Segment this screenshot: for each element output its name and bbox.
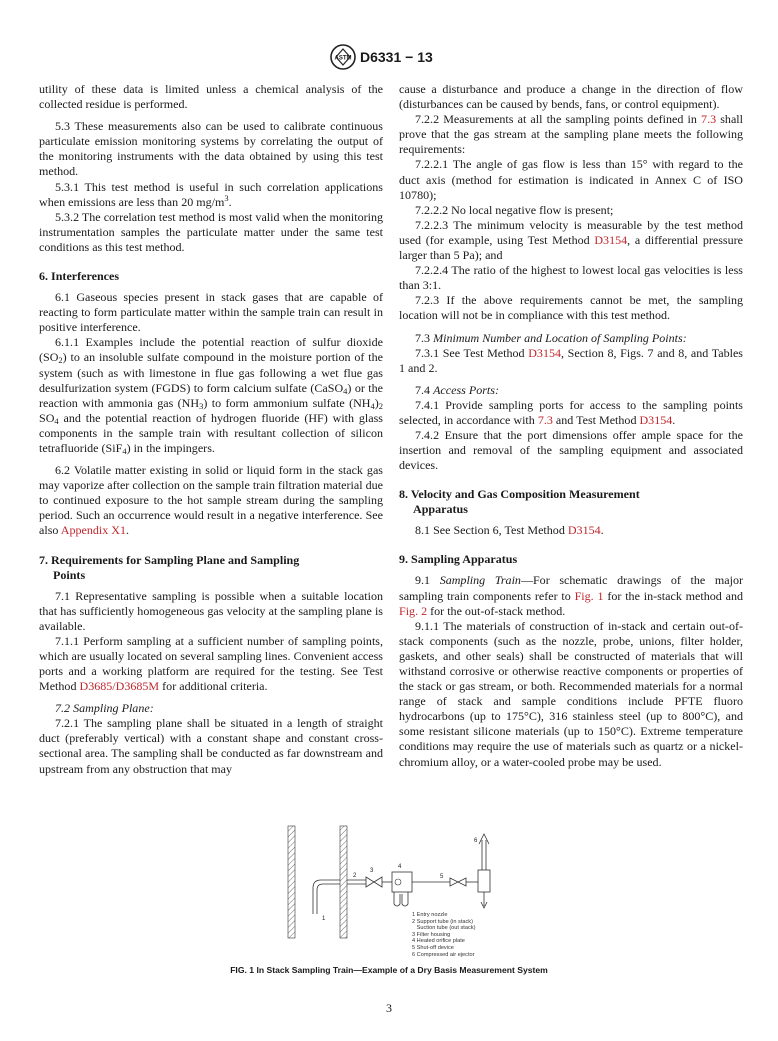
d3154-link[interactable]: D3154 — [567, 523, 601, 538]
paragraph-7-2-2-2: 7.2.2.2 No local negative flow is present; — [415, 202, 614, 217]
section-7-3-link[interactable]: 7.3 — [537, 412, 553, 427]
stack-wall-right — [340, 826, 347, 938]
paragraph-7-1-1: 7.1.1 Perform sampling at a sufficient number of sampling points, which are usually located on several sampling lines. Convenient access ports and a working platform are required for the testing. See Test Method D3685/D3685M for additional criteria. — [39, 633, 383, 694]
d3154-link[interactable]: D3154 — [639, 412, 673, 427]
sampling-train-figure — [280, 822, 520, 967]
fig-2-link[interactable]: Fig. 2 — [399, 603, 428, 618]
figure-label: 6 — [474, 838, 478, 844]
page-header — [0, 26, 778, 65]
d3685-link[interactable]: D3685/D3685M — [79, 679, 160, 694]
paragraph-7-2-1: 7.2.1 The sampling plane shall be situated in a length of straight duct (preferably vertical) with a constant shape and constant cross-sectional area. The sampling shall be conducted as far downstream and upstream from any obstruction that may — [39, 716, 383, 776]
legend-item: 3 Filter housing — [412, 931, 451, 938]
figure-caption: FIG. 1 In Stack Sampling Train—Example of a Dry Basis Measurement System — [230, 965, 548, 975]
figure-label: 5 — [440, 874, 444, 880]
paragraph-7-2-2-4: 7.2.2.4 The ratio of the highest to lowest local gas velocities is less than 3:1. — [399, 263, 743, 293]
page-number: 3 — [386, 1001, 392, 1015]
shut-off-device — [450, 878, 466, 886]
legend-item: 5 Shut-off device — [412, 944, 454, 951]
legend-item: Suction tube (out stack) — [412, 925, 476, 932]
left-column — [39, 82, 383, 777]
paragraph-7-1: 7.1 Representative sampling is possible when a suitable location that has sufficiently homogeneous gas velocity at the sampling plane is available. — [39, 588, 383, 633]
paragraph-7-2-2-1: 7.2.2.1 The angle of gas flow is less than 15° with regard to the duct axis (method for estimation is indicated in Annex C of ISO 10780); — [399, 157, 743, 202]
paragraph-6-1-1: 6.1.1 Examples include the potential reaction of sulfur dioxide $(SO_2)$ to an insoluble sulfate compound in the moisture portion of the system (such as with limestone in flue gas following a wet flue gas desulfurization system (FGDS) to form calcium sulfate (CaSO$_4$) or the reaction with ammonia gas $(NH_3)$ to form ammonium sulfate $(NH_4)_2$ $SO_4$ and the potential reaction of hydrogen fluoride (HF) with glass components in the sample train with resultant collection of silicon tetrafluoride (SiF$_4$) in the impingers. — [39, 335, 383, 456]
paragraph-5-3-2: 5.3.2 The correlation test method is most valid when the monitoring instrumentation samples the particulate matter under the same test conditions as this test method. — [39, 209, 383, 254]
paragraph-7-2: 7.2 Sampling Plane: — [55, 701, 154, 716]
paragraph-7-2-2-3: 7.2.2.3 The minimum velocity is measurable by the test method used (for example, using Test Method D3154, a differential pressure larger than 5 Pa); and — [399, 217, 743, 263]
paragraph-7-3: 7.3 Minimum Number and Location of Sampling Points: — [415, 330, 687, 345]
svg-text:ASTM: ASTM — [334, 55, 352, 62]
section-heading-9: 9. Sampling Apparatus — [399, 552, 518, 567]
right-column — [399, 82, 743, 770]
paragraph-9-1: 9.1 Sampling Train—For schematic drawings of the major sampling train components refer to Fig. 1 for the in-stack method and Fig. 2 for the out-of-stack method. — [399, 573, 743, 618]
d3154-link[interactable]: D3154 — [594, 232, 628, 247]
paragraph-6-2: 6.2 Volatile matter existing in solid or liquid form in the stack gas may vaporize after collection on the sample train filtration material due to continued exposure to the hot sample stream during the sampling period. Such an occurrence would result in a negative interference. See also Appendix X1. — [39, 463, 383, 538]
figure-label: 2 — [353, 873, 357, 879]
figure-legend — [412, 912, 475, 958]
paragraph: cause a disturbance and produce a change in the direction of flow (disturbances can be caused by bends, fans, or control equipment). — [399, 82, 743, 112]
filter-housing — [366, 877, 382, 887]
paragraph-6-1: 6.1 Gaseous species present in stack gases that are capable of reacting to form particulate matter within the sample train can result in positive interference. — [39, 290, 383, 335]
paragraph-5-3: 5.3 These measurements also can be used to calibrate continuous particulate emission monitoring systems by correlating the output of the monitoring instruments with the data obtained by using this test method. — [39, 119, 383, 179]
stack-wall-left — [288, 826, 295, 938]
paragraph-7-4: 7.4 Access Ports: — [415, 382, 499, 397]
paragraph-7-4-2: 7.4.2 Ensure that the port dimensions offer ample space for the insertion and removal of the sampling equipment and associated devices. — [399, 428, 743, 473]
paragraph-7-4-1: 7.4.1 Provide sampling ports for access to the sampling points selected, in accordance with 7.3 and Test Method D3154. — [399, 397, 743, 427]
astm-logo-icon — [330, 44, 356, 70]
suction-tube — [347, 880, 366, 884]
figure-label: 3 — [370, 868, 374, 874]
paragraph: utility of these data is limited unless a chemical analysis of the collected residue is performed. — [39, 82, 383, 112]
paragraph-8-1: 8.1 See Section 6, Test Method D3154. — [415, 523, 604, 538]
legend-item: 1 Entry nozzle — [412, 912, 448, 918]
impinger-tubes — [394, 892, 408, 906]
document-id: D6331 − 13 — [360, 49, 433, 65]
section-7-3-link[interactable]: 7.3 — [701, 112, 717, 127]
paragraph-9-1-1: 9.1.1 The materials of construction of in-stack and certain out-of-stack components (such as the nozzle, probe, unions, filter holder, gaskets, and other seals) shall be constructed of materials that will withstand corrosive or otherwise reactive components or properties of the stack or gas stream, or both. Recommended materials for a normal range of stack and sample conditions include PFTE fluoro hydrocarbons (up to 175°C), 316 stainless steel (up to 800°C), and some resistant silicone materials (up to 150°C). Extreme temperature conditions may require the use of materials such as quartz or a nickel-chromium alloy, or a water-cooled probe may be used. — [399, 618, 743, 769]
section-heading-7: 7. Requirements for Sampling Plane and Sampling Points — [39, 552, 300, 582]
appendix-x1-link[interactable]: Appendix X1 — [60, 523, 127, 538]
legend-item: 2 Support tube (in stack) — [412, 918, 473, 925]
d3154-link[interactable]: D3154 — [528, 345, 562, 360]
fig-1-link[interactable]: Fig. 1 — [574, 588, 604, 603]
paragraph-7-3-1: 7.3.1 See Test Method D3154, Section 8, Figs. 7 and 8, and Tables 1 and 2. — [399, 345, 743, 375]
section-heading-8: 8. Velocity and Gas Composition Measurement Apparatus — [399, 487, 640, 517]
figure-label: 1 — [322, 916, 326, 922]
figure-label: 4 — [398, 864, 402, 870]
legend-item: 6 Compressed air ejector — [412, 951, 475, 958]
legend-item: 4 Heated orifice plate — [412, 938, 465, 945]
paragraph-7-2-3: 7.2.3 If the above requirements cannot be met, the sampling location will not be in compliance with this test method. — [399, 293, 743, 323]
paragraph-5-3-1: 5.3.1 This test method is useful in such correlation applications when emissions are less than 20 $mg/m^3$. — [39, 179, 383, 209]
compressed-air-ejector — [478, 870, 490, 892]
paragraph-7-2-2: 7.2.2 Measurements at all the sampling points defined in 7.3 shall prove that the gas stream at the sampling plane meets the following requirements: — [399, 112, 743, 157]
section-heading-6: 6. Interferences — [39, 269, 120, 284]
